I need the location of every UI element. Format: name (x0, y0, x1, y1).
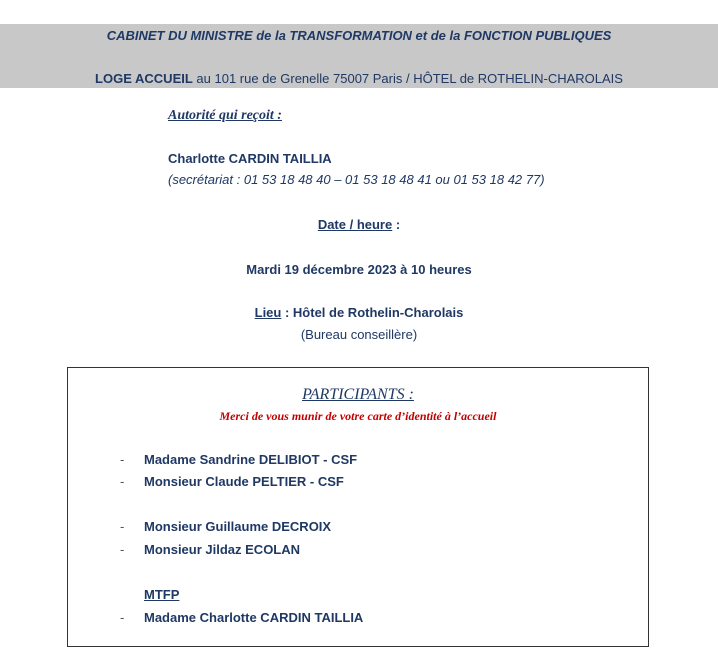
cabinet-title: CABINET DU MINISTRE de la TRANSFORMATION et de la FONCTION PUBLIQUES (106, 28, 612, 43)
loge-accueil-address: au 101 rue de Grenelle 75007 Paris / HÔTEL de ROTHELIN-CHAROLAIS (192, 71, 623, 86)
loge-accueil-line (0, 71, 718, 87)
secretariat-phones: (secrétariat : 01 53 18 48 40 – 01 53 18 48 41 ou 01 53 18 42 77) (168, 172, 545, 187)
loge-accueil-label: LOGE ACCUEIL (95, 71, 193, 86)
participants-title: PARTICIPANTS : (302, 386, 414, 403)
participant-name: Monsieur Jildaz ECOLAN (144, 542, 301, 557)
id-card-notice: Merci de vous munir de votre carte d’identité à l’accueil (219, 409, 497, 423)
list-item (120, 519, 331, 535)
date-value: Mardi 19 décembre 2023 à 10 heures (246, 262, 472, 277)
list-dash: - (120, 542, 125, 557)
list-item (120, 452, 357, 468)
mtfp-label: MTFP (144, 587, 180, 602)
participant-name: Madame Sandrine DELIBIOT - CSF (144, 452, 358, 467)
list-dash: - (120, 519, 125, 534)
participants-box (67, 367, 649, 647)
list-item (120, 610, 363, 626)
participant-name: Monsieur Guillaume DECROIX (144, 519, 332, 534)
list-item (120, 542, 300, 558)
lieu-label: Lieu (254, 305, 282, 320)
participant-name: Monsieur Claude PELTIER - CSF (144, 474, 344, 489)
lieu-line (0, 305, 718, 321)
date-heading-colon: : (392, 217, 401, 232)
list-dash: - (120, 474, 125, 489)
autorite-name: Charlotte CARDIN TAILLIA (168, 151, 332, 166)
list-dash: - (120, 452, 125, 467)
date-heading-line (0, 217, 718, 233)
list-dash: - (120, 610, 125, 625)
participant-name: Madame Charlotte CARDIN TAILLIA (144, 610, 364, 625)
list-item (120, 474, 344, 490)
lieu-value: : Hôtel de Rothelin-Charolais (281, 305, 464, 320)
date-heading: Date / heure (317, 217, 393, 232)
autorite-heading: Autorité qui reçoit : (168, 108, 282, 123)
lieu-detail: (Bureau conseillère) (300, 327, 418, 342)
